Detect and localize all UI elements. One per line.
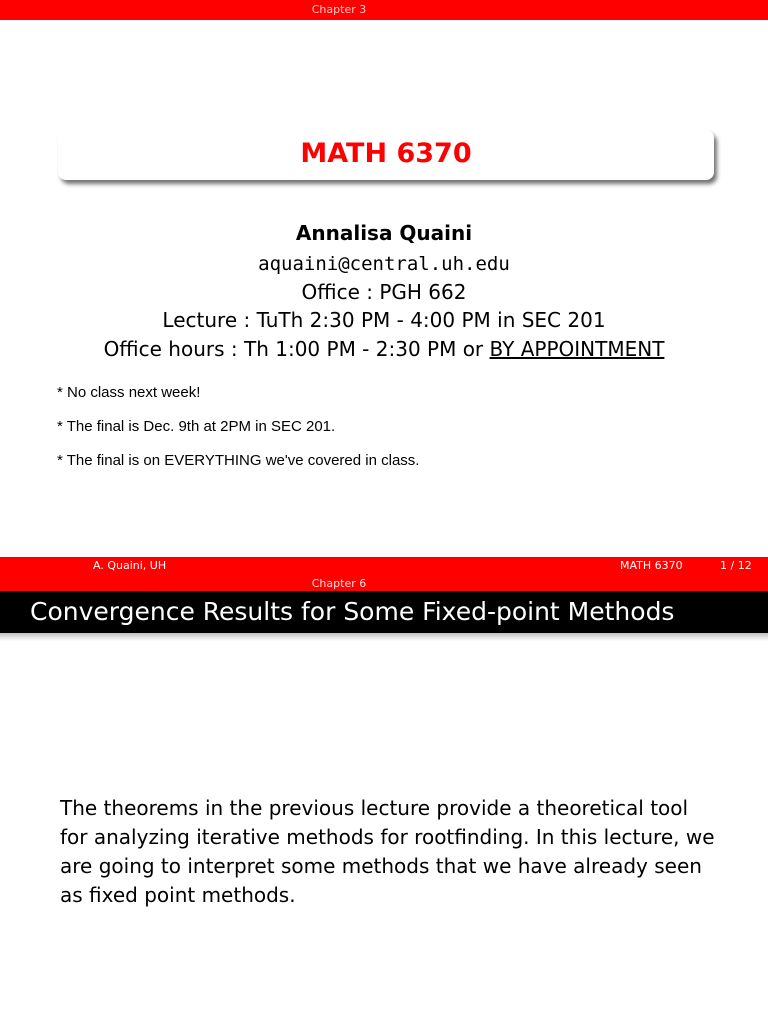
title-shadow	[0, 633, 768, 641]
footer-author: A. Quaini, UH	[93, 559, 167, 572]
slide-title-box	[58, 130, 714, 180]
footer-course: MATH 6370	[620, 559, 683, 572]
author-email: aquaini@central.uh.edu	[258, 253, 510, 275]
chapter-label: Chapter 3	[311, 3, 367, 16]
slide-title: MATH 6370	[300, 138, 472, 169]
footer-page-number: 1 / 12	[720, 559, 752, 572]
slide-body-text: The theorems in the previous lecture provide a theoretical tool for analyzing iterative methods for rootfinding. In this lecture, we are going to interpret some methods that we have already seen as fixed point methods.	[60, 796, 715, 907]
frame-title-bar	[0, 591, 768, 633]
note-item: * The final is Dec. 9th at 2PM in SEC 201.	[57, 418, 336, 435]
frame-title: Convergence Results for Some Fixed-point Methods	[30, 597, 675, 626]
chapter-header-bar	[0, 577, 768, 591]
note-item: * The final is on EVERYTHING we've covered in class.	[57, 452, 420, 469]
chapter-header-bar	[0, 0, 768, 20]
author-name: Annalisa Quaini	[295, 221, 473, 245]
slide-footer-bar	[0, 557, 768, 577]
office-hours-text: Office hours : Th 1:00 PM - 2:30 PM or	[103, 337, 490, 361]
lecture-schedule: Lecture : TuTh 2:30 PM - 4:00 PM in SEC 201	[162, 308, 606, 332]
appointment-link[interactable]: BY APPOINTMENT	[489, 337, 665, 361]
chapter-label: Chapter 6	[311, 577, 367, 590]
office-location: Office : PGH 662	[301, 280, 467, 304]
note-item: * No class next week!	[57, 384, 201, 401]
office-hours	[0, 337, 768, 361]
